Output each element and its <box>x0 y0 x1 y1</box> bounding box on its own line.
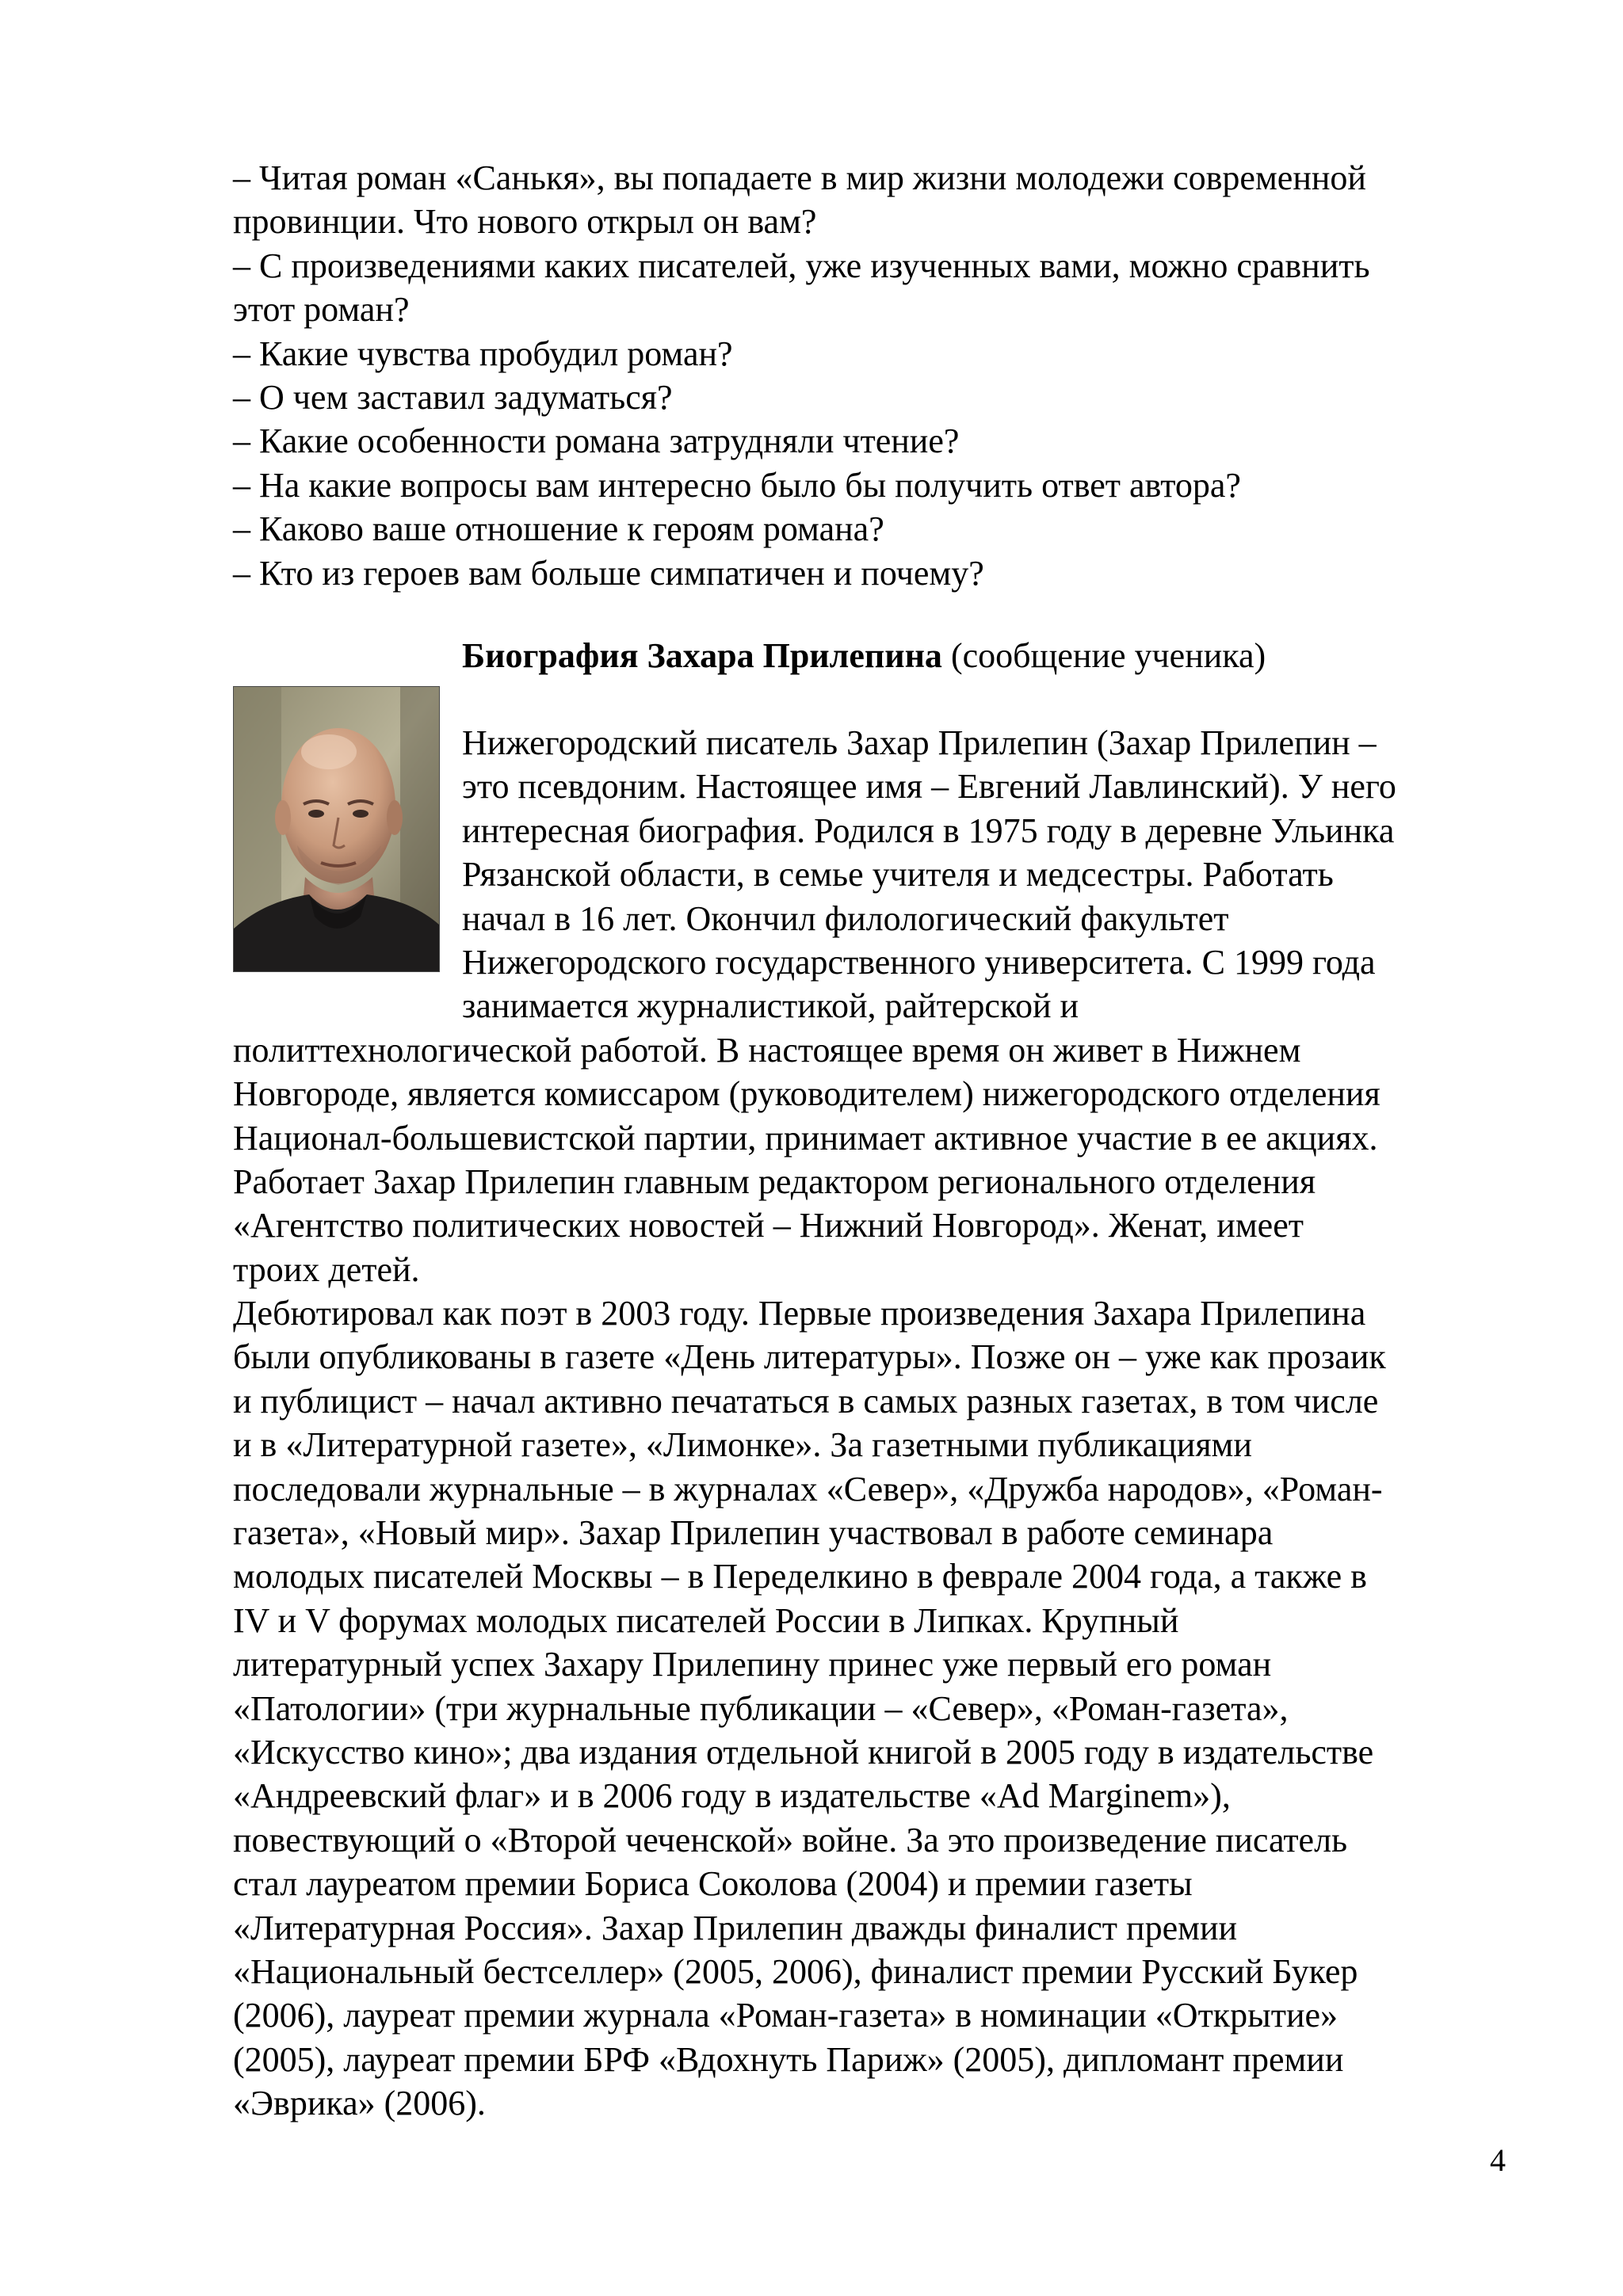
biography-line: начал в 16 лет. Окончил филологический факультет <box>462 898 1229 938</box>
biography-line: последовали журнальные – в журналах «Север», «Дружба народов», «Роман- <box>233 1469 1383 1508</box>
biography-line: политтехнологической работой. В настоящее время он живет в Нижнем <box>233 1030 1301 1070</box>
biography-heading <box>462 634 1266 677</box>
biography-line: Нижегородского государственного университета. С 1999 года <box>462 942 1376 982</box>
discussion-questions <box>233 156 1370 595</box>
biography-text <box>233 721 1396 2126</box>
question-line: провинции. Что нового открыл он вам? <box>233 202 817 242</box>
biography-line: Национал-большевистской партии, принимает активное участие в ее акциях. <box>233 1118 1378 1158</box>
biography-line: Работает Захар Прилепин главным редактором регионального отделения <box>233 1161 1316 1201</box>
question-line: этот роман? <box>233 290 410 330</box>
biography-line: троих детей. <box>233 1249 420 1289</box>
question-line: – Какие чувства пробудил роман? <box>233 334 733 373</box>
biography-line: «Андреевский флаг» и в 2006 году в издательстве «Ad Marginem»), <box>233 1776 1231 1816</box>
biography-line: «Агентство политических новостей – Нижний Новгород». Женат, имеет <box>233 1206 1304 1245</box>
biography-line: это псевдоним. Настоящее имя – Евгений Лавлинский). У него <box>462 767 1396 807</box>
biography-line: интересная биография. Родился в 1975 году в деревне Ульинка <box>462 810 1395 850</box>
biography-line: IV и V форумах молодых писателей России в Липках. Крупный <box>233 1600 1179 1640</box>
biography-line: «Патологии» (три журнальные публикации – «Север», «Роман-газета», <box>233 1688 1289 1728</box>
biography-line: «Искусство кино»; два издания отдельной книгой в 2005 году в издательстве <box>233 1732 1374 1772</box>
biography-line: Новгороде, является комиссаром (руководителем) нижегородского отделения <box>233 1074 1381 1114</box>
biography-line: (2006), лауреат премии журнала «Роман-газета» в номинации «Открытие» <box>233 1996 1338 2035</box>
biography-line: повествующий о «Второй чеченской» войне. За это произведение писатель <box>233 1820 1348 1859</box>
question-line: – О чем заставил задуматься? <box>233 377 673 417</box>
question-line: – С произведениями каких писателей, уже изученных вами, можно сравнить <box>233 246 1370 285</box>
question-line: – На какие вопросы вам интересно было бы получить ответ автора? <box>233 465 1241 505</box>
question-line: – Какие особенности романа затрудняли чтение? <box>233 421 960 461</box>
biography-line: (2005), лауреат премии БРФ «Вдохнуть Париж» (2005), дипломант премии <box>233 2039 1344 2079</box>
biography-line: «Эврика» (2006). <box>233 2084 486 2123</box>
biography-heading-title: Биография Захара Прилепина <box>462 636 942 675</box>
question-line: – Читая роман «Санькя», вы попадаете в мир жизни молодежи современной <box>233 158 1366 197</box>
biography-line: стал лауреатом премии Бориса Соколова (2004) и премии газеты <box>233 1864 1193 1904</box>
biography-line: Дебютировал как поэт в 2003 году. Первые произведения Захара Прилепина <box>233 1294 1366 1333</box>
biography-line: и публицист – начал активно печататься в самых разных газетах, в том числе <box>233 1381 1379 1421</box>
biography-line: и в «Литературной газете», «Лимонке». За газетными публикациями <box>233 1425 1252 1465</box>
biography-line: Рязанской области, в семье учителя и медсестры. Работать <box>462 855 1334 894</box>
biography-line: газета», «Новый мир». Захар Прилепин участвовал в работе семинара <box>233 1513 1274 1553</box>
biography-line: литературный успех Захару Прилепину принес уже первый его роман <box>233 1645 1272 1684</box>
question-line: – Каково ваше отношение к героям романа? <box>233 509 884 549</box>
biography-line: Нижегородский писатель Захар Прилепин (Захар Прилепин – <box>462 723 1377 762</box>
biography-line: молодых писателей Москвы – в Переделкино в феврале 2004 года, а также в <box>233 1557 1367 1596</box>
biography-heading-note: (сообщение ученика) <box>941 636 1266 675</box>
question-line: – Кто из героев вам больше симпатичен и почему? <box>233 553 984 593</box>
biography-line: «Литературная Россия». Захар Прилепин дважды финалист премии <box>233 1908 1238 1947</box>
biography-line: были опубликованы в газете «День литературы». Позже он – уже как прозаик <box>233 1337 1386 1377</box>
page-number: 4 <box>1490 2142 1506 2178</box>
biography-line: занимается журналистикой, райтерской и <box>462 986 1079 1026</box>
biography-line: «Национальный бестселлер» (2005, 2006), финалист премии Русский Букер <box>233 1951 1358 1991</box>
